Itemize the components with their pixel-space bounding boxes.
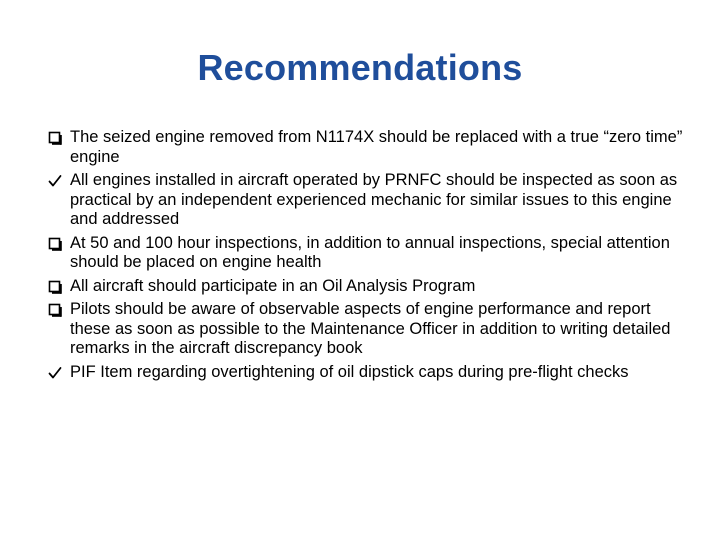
list-item (48, 171, 688, 230)
list-item (48, 277, 688, 297)
checkbox-square-icon (48, 303, 62, 317)
checkbox-square-icon (48, 131, 62, 145)
checkbox-square-icon (48, 237, 62, 251)
list-item (48, 234, 688, 273)
bullet-text: Pilots should be aware of observable aspects of engine performance and report these as soon as possible to the Maintenance Officer in addition to writing detailed remarks in the aircraft discrepancy book (70, 300, 671, 357)
bullet-text: All engines installed in aircraft operated by PRNFC should be inspected as soon as practical by an independent experienced mechanic for similar issues to this engine and addressed (70, 171, 678, 228)
list-item (48, 128, 688, 167)
checkmark-icon (48, 366, 62, 380)
list-item (48, 363, 688, 383)
bullet-text: All aircraft should participate in an Oil Analysis Program (70, 276, 476, 295)
bullet-text: The seized engine removed from N1174X should be replaced with a true “zero time” engine (70, 128, 683, 166)
checkbox-square-icon (48, 280, 62, 294)
list-item (48, 300, 688, 359)
recommendations-list (48, 128, 688, 386)
bullet-text: At 50 and 100 hour inspections, in addition to annual inspections, special attention should be placed on engine health (70, 233, 670, 271)
bullet-text: PIF Item regarding overtightening of oil dipstick caps during pre-flight checks (70, 362, 629, 381)
checkmark-icon (48, 174, 62, 188)
slide-title: Recommendations (197, 47, 523, 88)
